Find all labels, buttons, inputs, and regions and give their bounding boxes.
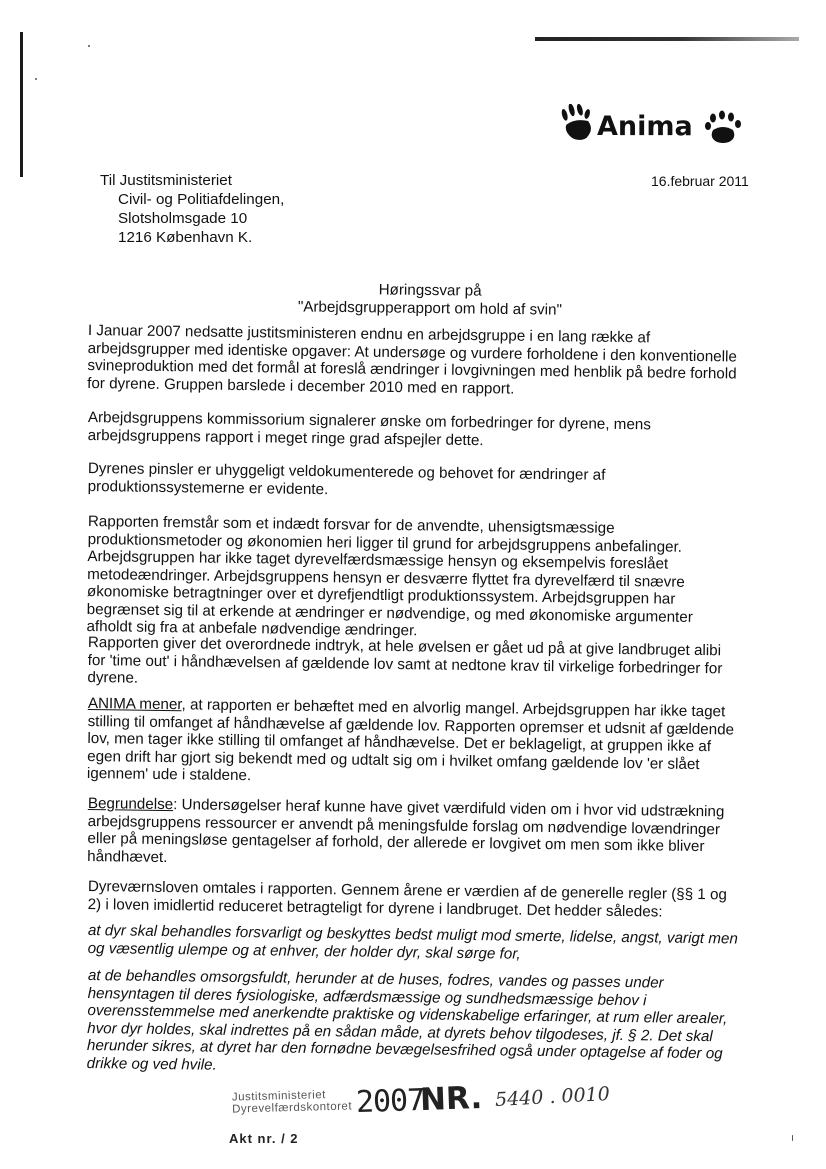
letter-date: 16.februar 2011 [651,173,749,189]
subject-line: "Arbejdsgrupperapport om hold af svin" [297,298,563,319]
body-paragraph [87,795,740,874]
quote-text: at dyr skal behandles forsvarligt og beskyttes bedst muligt mod smerte, lidelse, angst, varigt men og væsentlig ulempe og at enhver, der holder dyr, skal sørge for, [87,922,738,963]
body-paragraph [88,878,740,922]
body-paragraph [88,409,740,453]
recipient-line: Til Justitsministeriet [100,172,232,189]
paragraph-text [87,795,740,874]
letter-subject [230,280,630,321]
begrundelse-heading: Begrundelse [87,795,174,814]
scan-dust [792,1135,793,1141]
anima-logo-text: Anima [597,111,693,142]
paragraph-text: Arbejdsgruppens kommissorium signalerer ønske om forbedringer for dyrene, mens arbejdsgruppens rapport i meget ringe grad afspejler dette. [87,409,651,449]
recipient-line: Slotsholmsgade 10 [118,210,248,227]
paragraph-text: Dyrenes pinsler er uhyggeligt veldokumenterede og behovet for ændringer af produktionssystemerne er evidente. [87,460,606,498]
body-paragraph [87,695,740,791]
quote-text: at de behandles omsorgsfuldt, herunder at de huses, fodres, vandes og passes under hensyntagen til deres fysiologiske, adfærdsmæssige og sundhedsmæssige behov i overensstemmelse med anerkendte praktiske og videnskabelige erfaringer, at rum eller arealer, hvor dyr holdes, skal indrettes på en sådan måde, at dyrets behov tilgodeses, jf. § 2. Det skal herunder sikres, at dyret har den fornødne bevægelsesfrihed også under optagelse af foder og drikke og ved hvile. [86,967,728,1074]
body-paragraph [87,322,740,401]
recipient-line: 1216 København K. [118,229,253,246]
recipient-line: Civil- og Politiafdelingen, [118,191,285,208]
paragraph-rest: , at rapporten er behæftet med en alvorlig mangel. Arbejdsgruppen har ikke taget stilling til omfanget af håndhævelse af gældende lov. Rapporten opremser et udsnit af gældende lov, men tager ikke stilling til omfanget af håndhævelse. Det er beklageligt, at gruppen ikke af egen drift har gjort sig bekendt med og udtalt sig om i hvilket omfang gældende lov 'er slået igennem' ude i staldene. [86,696,735,785]
scan-dust [88,45,90,47]
recipient-address [100,172,284,248]
stamp-office-line: Justitsministeriet [231,1089,326,1104]
ministry-stamp [232,1088,353,1115]
body-paragraph [88,460,740,504]
paragraph-text: Dyreværnsloven omtales i rapporten. Gennem årene er værdien af de generelle regler (§§ 1 og 2) i loven imidlertid reduceret betragteligt for dyrene i landbruget. Det hedder således: [87,878,728,921]
stamp-akt-number: Akt nr. / 2 [229,1131,299,1146]
law-quote [87,967,740,1081]
scan-dust [35,78,37,80]
stamp-office-line: Dyrevelfærdskontoret [232,1100,353,1116]
handwritten-case-number: 5440 . 0010 [494,1083,611,1111]
paragraph-text: Rapporten giver det overordnede indtryk, at hele øvelsen er gået ud på at give landbruget alibi for 'time out' i håndhævelsen af gældende lov samt at nedtone krav til virkelige forbedringer for dyrene. [87,634,723,687]
paragraph-text: I Januar 2007 nedsatte justitsministeren endnu en arbejdsgruppe i en lang række af arbejdsgrupper med identiske opgaver: At undersøge og vurdere forholdene i den konventionelle svineproduktion med det formål at foreslå ændringer i lovgivningen med henblik på bedre forhold for dyrene. Gruppen barslede i december 2010 med en rapport. [87,322,737,398]
subject-line: Høringssvar på [378,281,482,300]
paragraph-rest: : Undersøgelser heraf kunne have givet værdifuld viden om i hvor vid udstrækning arbejdsgruppens ressourcer er anvendt på meningsfulde forslag om nødvendige lovændringer eller på meningsløse gentagelser af forhold, der allerede er lovgivet om men som ikke bliver håndhævet. [87,796,725,866]
law-quote [88,922,740,966]
anima-mener-heading: ANIMA mener [87,695,182,714]
stamp-year: 2007 [355,1082,425,1121]
stamp-nr-label: NR. [419,1079,483,1119]
body-paragraph [86,513,740,644]
body-paragraph [87,634,740,695]
paragraph-text [87,695,740,791]
scan-top-line [535,37,799,41]
scan-edge-mark [20,32,23,177]
paragraph-text: Rapporten fremstår som et indædt forsvar for de anvendte, uhensigtsmæssige produktionsmetoder og økonomien heri ligger til grund for arbejdsgruppens anbefalinger. Arbejdsgruppen har ikke taget dyrevelfærdsmæssige hensyn og eksempelvis foreslået metodeændringer. Arbejdsgruppens hensyn er desværre flyttet fra dyrevelfærd til snævre økonomiske betragtninger over et dyrefjendtligt produktionssystem. Arbejdsgruppen har begrænset sig til at erkende at ændringer er nødvendige, og med økonomiske argumenter afholdt sig fra at anbefale nødvendige ændringer. [86,513,693,640]
